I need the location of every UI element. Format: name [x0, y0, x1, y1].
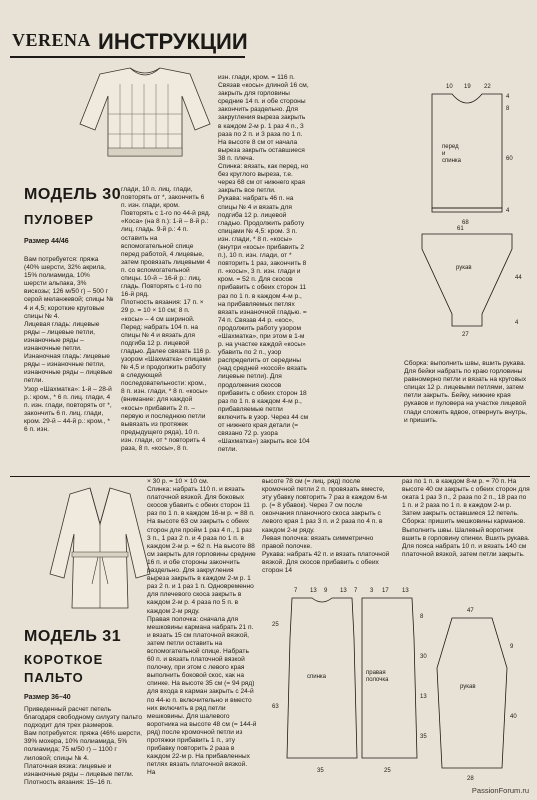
section-divider [10, 476, 530, 477]
m31-dim-front-h4: 35 [420, 734, 427, 740]
schem-dim-top-3: 22 [484, 84, 491, 90]
schem-dim-h1: 4 [506, 94, 510, 100]
schem-label-body: перед и спинка [442, 144, 462, 164]
model-31-size: Размер 36–40 [24, 694, 71, 701]
m31-dim-sleeve-top: 47 [467, 608, 474, 614]
schem-label-sleeve: рукав [456, 265, 472, 271]
model-30-column-1 [24, 256, 114, 468]
m31-dim-back-h2: 25 [272, 622, 279, 628]
m31-dim-top-6: 3 [370, 588, 374, 594]
schem-dim-h4: 4 [506, 208, 510, 214]
m31-label-front: правая полочка [366, 670, 389, 683]
schem-dim-top-2: 19 [464, 84, 471, 90]
m31-dim-sleeve-h2: 9 [510, 644, 514, 650]
m31-dim-top-3: 9 [324, 588, 328, 594]
m31-dim-top-4: 13 [340, 588, 347, 594]
model-30-schematic [402, 64, 532, 354]
model-31-text-3: высоте 78 см (= лиц. ряд) после кромочной петли 2 п. провязать вместе, эту убавку повторить 7 раз в каждом 6-м р. (= 8 убавок). Через 7 см после окончания планочного скоса закрыть с левого края 1 раз 3 п. и 2 раза по 4 п. в каждом 2-м ряду. Левая полочка: вязать симметрично правой полочке. Рукава: набрать 42 п. и вязать платочной вязкой. Для скосов прибавить с обеих сторон 14 [262, 478, 390, 575]
schem-dim-sleeve-h2: 4 [515, 320, 519, 326]
model-31-column-2 [147, 478, 257, 788]
m31-dim-top-2: 13 [310, 588, 317, 594]
model-31-schematic [262, 578, 532, 788]
model-31-text-1: Приведенный расчет петель благодаря свободному силуэту пальто подходит для трех размеров. Вам потребуется: пряжа (46% шерсти, 39% мохера, 10% полиамида, 5% полиамида; 75 м/50 г) – 1100 г лиловой; спицы № 4. Платочная вязка: лицевые и изнаночные ряды – лицевые петли. Плотность вязания: 15–16 п. [24, 706, 142, 786]
model-30-title: МОДЕЛЬ 30 [24, 186, 122, 203]
brand-title: VERENA [12, 30, 92, 50]
m31-dim-sleeve-w: 28 [467, 776, 474, 782]
model-30-text-1: Вам потребуется: пряжа (40% шерсти, 32% акрила, 15% полиамида, 10% шерсти альпака, 3% вискозы; 126 м/50 г) – 500 г серой меланжевой; спицы № 4 и 4,5; короткие круговые спицы № 4. Лицевая гладь: лицевые ряды – лицевые петли, изнаночные ряды – изнаночные петли. Изнаночная гладь: лицевые ряды – изнаночные петли, изнаночные ряды – лицевые петли. Узор «Шахматка»: 1-й – 28-й р.: кром., * 6 п. лиц. глади, 4 п. изн. глади, повторять от *, закончить 6 п. лиц. глади, кром. 29-й – 44-й р.: кром., * 6 п. изн. [24, 256, 114, 433]
m31-dim-top-5: 7 [354, 588, 358, 594]
m31-dim-top-8: 13 [402, 588, 409, 594]
schem-dim-sleeve-top: 61 [457, 226, 464, 232]
schem-dim-h3: 60 [506, 156, 513, 162]
model-31-column-1 [24, 706, 142, 788]
model-31-text-4: раз по 1 п. в каждом 8-м р. = 70 п. На высоте 40 см закрыть с обеих сторон для оката 1 раз 3 п., 2 раза по 2 п., 18 раз по 1 п. и 2 раза по 1 п. в каждом 2-м р. Затем закрыть оставшиеся 12 петель. Сборка: пришить мешковины карманов. Выполнить швы. Шалевый воротник вшить в горловину спинки. Вшить рукава. Для пояса набрать 10 п. и вязать 140 см платочной вязкой, затем петли закрыть. [402, 478, 530, 558]
m31-label-back: спинка [307, 674, 327, 680]
schem-dim-sleeve-bottom: 27 [462, 332, 469, 338]
model-30-name: ПУЛОВЕР [24, 212, 94, 227]
page-title: ИНСТРУКЦИИ [98, 29, 248, 54]
m31-dim-front-h2: 30 [420, 654, 427, 660]
m31-dim-sleeve-h1: 40 [510, 714, 517, 720]
model-31-name-1: КОРОТКОЕ [24, 652, 104, 667]
m31-dim-back-w: 35 [317, 768, 324, 774]
model-31-title: МОДЕЛЬ 31 [24, 628, 122, 645]
model-31-column-4 [402, 478, 530, 574]
model-31-name-2: ПАЛЬТО [24, 670, 84, 685]
model-30-size: Размер 44/46 [24, 238, 69, 245]
model-31-column-3 [262, 478, 390, 574]
model-30-text-3: изн. глади, кром. = 116 п. Связав «косы» длиной 16 см, закрыть для горловины средние 14 п. и обе стороны закончить раздельно. Для закругления выреза закрыть в каждом 2-м р. 1 раз 4 п., 3 раза по 2 п. и 3 раза по 1 п. На высоте 8 см от начала выреза закрыть оставшиеся 38 п. плеча. Спинка: вязать, как перед, но без круглого выреза, т.е. через 68 см от нижнего края закрыть все петли. Рукава: набрать 46 п. на спицы № 4 и вязать для подгиба 12 р. лицевой гладью. Продолжить работу спицами № 4,5: кром. 3 п. изн. глади, * 8 п. «косы» (внутри «косы» прибавить 2 п.), 10 п. изн. глади, от * повторить 1 раз, закончить 8 п. «косы», 3 п. изн. глади и кром. = 52 п. Для скосов прибавить с обеих сторон 11 раз по 1 п. в каждом 4-м р., на прибавляемых петлях вязать изнаночной гладью. = 74 п. Связав 44 р. «кос», продолжить работу узором «Шахматка», при этом в 1-м р. на участке каждой «косы» убавить по 2 п., узор распределить от середины (над средней «косой» вязать лицевые петли). Для продолжения скосов прибавить с обеих сторон 18 раз по 1 п. в каждом 4-м р., прибавляемые петли включить в узор. Через 44 см от нижнего края детали (= связано 72 р. узора «Шахматка») закрыть все 104 петли. [218, 74, 310, 454]
model-30-column-3 [218, 74, 310, 470]
model-30-assembly-text: Сборка: выполнить швы, вшить рукава. Для бейки набрать по краю горловины равномерно петли и вязать на круговых спицах 12 р. лицевыми петлями, затем петли закрыть. Бейку, нижние края рукавов и пуловера на участке лицевой глади сложить вдвое, отвернуть внутрь, и пришить. [404, 360, 529, 424]
coat-illustration [40, 484, 160, 614]
m31-label-sleeve: рукав [460, 684, 476, 690]
m31-dim-back-h: 63 [272, 704, 279, 710]
schem-dim-sleeve-h1: 44 [515, 275, 522, 281]
m31-dim-top-1: 7 [294, 588, 298, 594]
m31-dim-front-w: 25 [384, 768, 391, 774]
header-rule [10, 56, 245, 58]
m31-dim-front-h1: 8 [420, 614, 424, 620]
model-30-assembly [404, 360, 530, 466]
m31-dim-front-h3: 13 [420, 694, 427, 700]
schem-dim-top-1: 10 [446, 84, 453, 90]
sweater-illustration [70, 64, 220, 164]
model-31-text-2: × 30 р. = 10 × 10 см. Спинка: набрать 110 п. и вязать платочной вязкой. Для боковых скосов убавить с обеих сторон 11 раз по 1 п. в каждом 16-м р. = 88 п. На высоте 63 см закрыть с обеих сторон для пройм 1 раз 4 п., 1 раз 3 п., 1 раз 2 п. и 4 раза по 1 п. в каждом 2-м р. = 62 п. На высоте 88 см закрыть для горловины средние 16 п. и обе стороны закончить раздельно. Для закругления выреза закрыть в каждом 2-м р. 1 раз 2 п. и 1 раз 1 п. Одновременно для плечевого скоса закрыть в каждом 2-м р. 4 раза по 5 п. в каждом 2-м ряду. Правая полочка: сначала для мешковины кармана набрать 21 п. и вязать 15 см платочной вязкой, затем петли оставить на вспомогательной спице. Набрать 60 п. и вязать платочной вязкой полочку, при этом с левого края выполнить боковой скос, как на спинке. На высоте 35 см (= 94 ряд) для входа в карман закрыть с 24-й по 44-ю п. включительно и вместо них включить в ряд петли мешковины. Для шалевого воротника на высоте 48 см (= 144-й ряд) после кромочной петли из протяжки прибавить 1 п., эту прибавку повторить 2 раза в каждом 22-м р. На прибавленных петлях вязать платочной вязкой. На [147, 478, 257, 777]
m31-dim-top-7: 17 [382, 588, 389, 594]
model-30-column-2 [121, 186, 211, 470]
schem-dim-h2: 8 [506, 106, 510, 112]
schem-dim-width: 68 [462, 220, 469, 226]
model-30-text-2: глади, 10 п. лиц. глади, повторять от *, закончить 6 п. изн. глади, кром. Повторять с 1-го по 44-й ряд. «Коса» (на 8 п.): 1-й – 8-й р.: лиц. гладь. 9-й р.: 4 п. оставить на вспомогательной спице перед работой, 4 лицевые, затем провязать лицевыми 4 п. со вспомогательной спицы. 10-й – 16-й р.: лиц. гладь. Повторять с 1-го по 16-й ряд. Плотность вязания: 17 п. × 29 р. = 10 × 10 см; 8 п. «косы» – 4 см шириной. Перед: набрать 104 п. на спицы № 4 и вязать для подгиба 12 р. лицевой гладью. Далее связать 116 р. узором «Шахматка» спицами № 4,5 и продолжить работу в следующей последовательности: кром., 8 п. изн. глади, * 8 п. «косы» (внимание: для каждой «косы» прибавить 2 п. – первую и последнюю петли вывязать из протяжек предыдущего ряда), 10 п. изн. глади, от * повторить 4 раза, 8 п. «косы», 8 п. [121, 186, 211, 452]
site-watermark: PassionForum.ru [471, 786, 529, 795]
